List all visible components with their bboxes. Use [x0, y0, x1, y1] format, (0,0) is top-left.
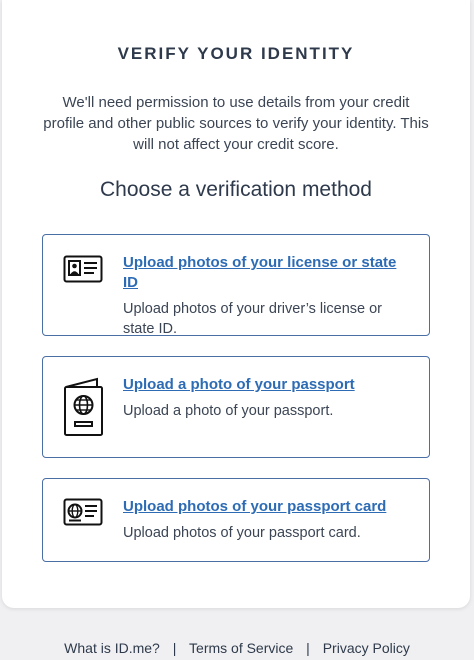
- passport-icon: [63, 377, 105, 442]
- option-passport-card-description: Upload photos of your passport card.: [123, 525, 361, 541]
- id-card-icon: [63, 255, 103, 288]
- option-license-id-description: Upload photos of your driver’s license or state ID.: [123, 301, 382, 337]
- intro-text: We'll need permission to use details from your credit profile and other public sources to verify your identity. This will not affect your credit score.: [43, 94, 429, 153]
- option-passport-card[interactable]: [42, 478, 430, 562]
- verification-card: [2, 0, 470, 608]
- option-passport-link[interactable]: Upload a photo of your passport: [123, 376, 355, 393]
- option-license-id-link[interactable]: Upload photos of your license or state ID: [123, 254, 397, 291]
- option-passport-description: Upload a photo of your passport.: [123, 403, 334, 419]
- option-passport[interactable]: [42, 356, 430, 458]
- passport-card-icon: [63, 498, 103, 531]
- footer: [0, 640, 474, 656]
- footer-link-privacy[interactable]: Privacy Policy: [322, 640, 410, 656]
- page-title: VERIFY YOUR IDENTITY: [117, 44, 355, 63]
- option-passport-card-link[interactable]: Upload photos of your passport card: [123, 498, 387, 515]
- section-heading: Choose a verification method: [100, 178, 372, 201]
- footer-link-terms[interactable]: Terms of Service: [189, 640, 294, 656]
- footer-link-what-is-idme[interactable]: What is ID.me?: [64, 640, 160, 656]
- footer-separator: |: [306, 640, 310, 656]
- option-license-id[interactable]: [42, 234, 430, 336]
- footer-separator: |: [172, 640, 177, 656]
